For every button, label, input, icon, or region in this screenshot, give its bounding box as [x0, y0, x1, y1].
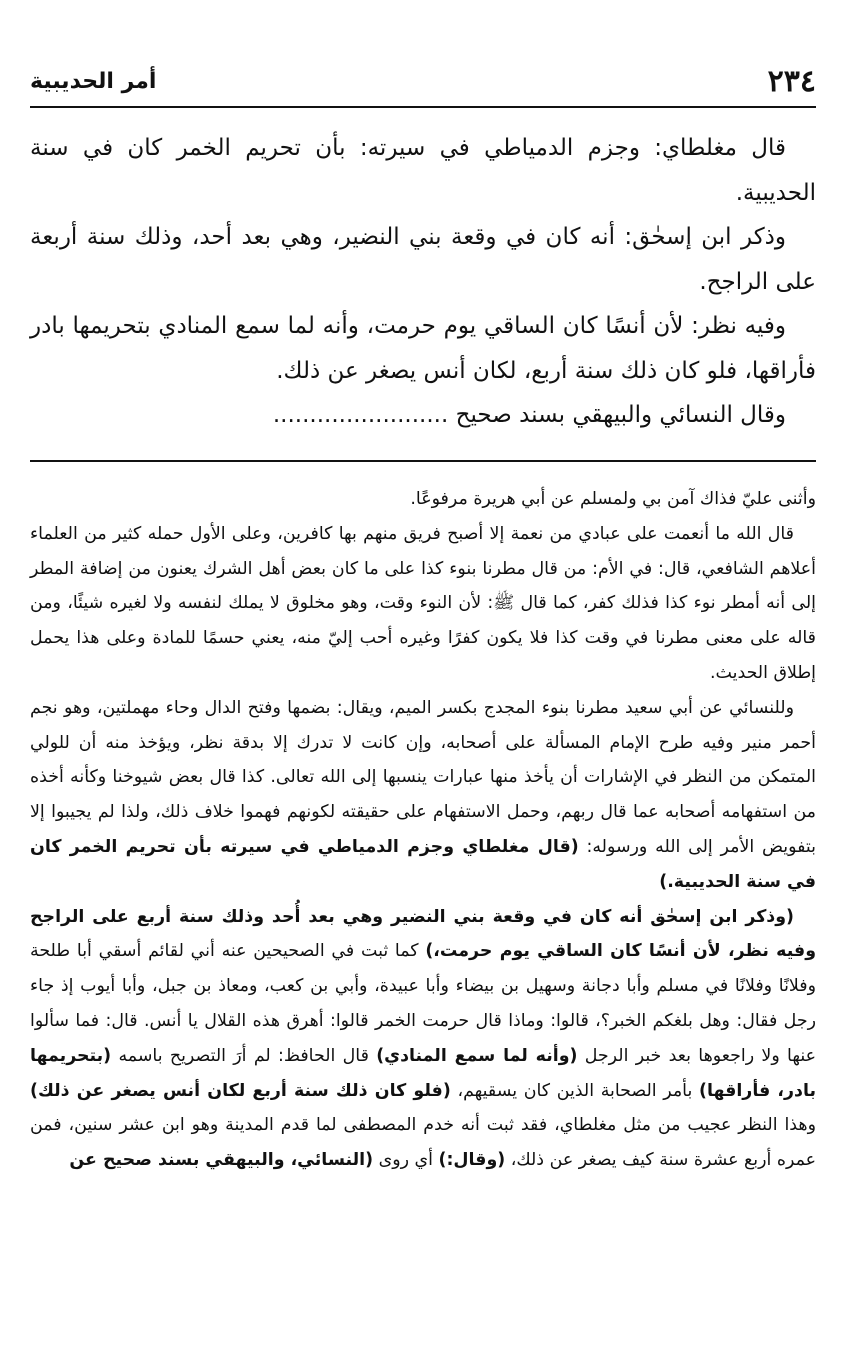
main-text-paragraph: وذكر ابن إسحٰق: أنه كان في وقعة بني النضير، وهي بعد أحد، وذلك سنة أربعة على الراجح. [30, 224, 816, 295]
main-text-paragraph: قال مغلطاي: وجزم الدمياطي في سيرته: بأن تحريم الخمر كان في سنة الحديبية. [30, 135, 816, 206]
continuation-dots: ........................ [272, 402, 449, 428]
quoted-matn: (فلو كان ذلك سنة أربع لكان أنس يصغر عن ذلك) [30, 1080, 451, 1101]
commentary-paragraph: وأثنى عليّ فذاك آمن بي ولمسلم عن أبي هريرة مرفوعًا. [410, 489, 816, 509]
commentary-text-span: قال الحافظ: لم أرَ التصريح باسمه [118, 1045, 369, 1066]
running-title: أمر الحديبية [30, 69, 157, 94]
main-text-line: وقال النسائي والبيهقي بسند صحيح [455, 402, 786, 428]
commentary-paragraph [30, 900, 816, 1178]
main-text-paragraph [30, 393, 816, 438]
quoted-matn: (بتحريمها بادر، فأراقها) [30, 1045, 817, 1101]
quoted-matn: (وذكر ابن إسحٰق أنه كان في وقعة بني النضير وهي بعد أُحد وذلك سنة أربع على الراجح وفيه نظر، لأن أنسًا كان الساقي يوم حرمت،) [30, 906, 817, 962]
commentary-text-span: وهذا النظر عجيب من مثل مغلطاي، فقد ثبت أنه خدم المصطفى لما قدم المدينة وهو ابن عشر سنين، فمن عمره أربع عشرة سنة كيف يصغر عن ذلك، [30, 1115, 816, 1171]
commentary-text-span: كما ثبت في الصحيحين عنه أني لقائم أسقي أبا طلحة وفلانًا وفلانًا في مسلم وأبا دجانة وسهيل بن بيضاء وأبا عبيدة، وأبي بن كعب، ومعاذ بن جبل، وأبا أيوب إذ جاء رجل فقال: وهل بلغكم الخبر؟، قالوا: وماذا قال حرمت الخمر قالوا: أهرق هذه القلال يا أنس. قال: فما سألوا عنها ولا راجعوها بعد خبر الرجل [30, 941, 816, 1066]
quoted-matn: (قال مغلطاي وجزم الدمياطي في سيرته بأن تحريم الخمر كان في سنة الحديبية.) [30, 836, 816, 892]
commentary-paragraph: قال الله ما أنعمت على عبادي من نعمة إلا أصبح فريق منهم بها كافرين، وعلى الأول حمله كثير من العلماء أعلاهم الشافعي، قال: في الأم: من قال مطرنا بنوء كذا على ما كان بعض أهل الشرك يعنون من إضافة المطر إلى أنه أمطر نوء كذا فذلك كفر، كما قال ﷺ: لأن النوء وقت، وهو مخلوق لا يملك لنفسه ولا لغيره شيئًا، ومن قاله على معنى مطرنا في وقت كذا فلا يكون كفرًا وغيره أحب إليّ منه، يعني حسمًا للمادة وعلى هذا يحمل إطلاق الحديث. [30, 523, 816, 683]
quoted-matn: (وقال:) [438, 1150, 506, 1171]
commentary-text-span: بأمر الصحابة الذين كان يسقيهم، [457, 1080, 693, 1101]
running-header [30, 62, 816, 102]
quoted-matn: (وأنه لما سمع المنادي) [376, 1045, 578, 1066]
commentary-text-span: وللنسائي عن أبي سعيد مطرنا بنوء المجدج بكسر الميم، ويقال: بضمها وفتح الدال وحاء مهملتين، وهو نجم أحمر منير وفيه طرح الإمام المسألة على أصحابه، وإن كانت لا تدرك إلا بدقة نظر، ويؤخذ منه أن للولي المتمكن من النظر في الإشارات أن يأخذ منها عبارات ينسبها إلى الله تعالى. كذا قال بعض شيوخنا وكأنه أخذه من استفهامه أصحابه عما قال ربهم، وحمل الاستفهام على حقيقته لكونهم فهموا خلاف ذلك، ولذا لم يجيبوا إلا بتفويض الأمر إلى الله ورسوله: [30, 697, 816, 857]
main-text-paragraph: وفيه نظر: لأن أنسًا كان الساقي يوم حرمت، وأنه لما سمع المنادي بتحريمها بادر فأراقها، فلو كان ذلك سنة أربع، لكان أنس يصغر عن ذلك. [30, 313, 816, 384]
commentary-text [30, 482, 816, 1178]
main-text [30, 126, 816, 438]
header-rule [30, 106, 816, 108]
quoted-matn: (النسائي، والبيهقي بسند صحيح عن [69, 1150, 374, 1171]
commentary-paragraph [30, 691, 816, 900]
separator-rule [30, 460, 816, 462]
page-number: ٢٣٤ [767, 64, 816, 99]
commentary-text-span: أي روى [378, 1150, 433, 1171]
